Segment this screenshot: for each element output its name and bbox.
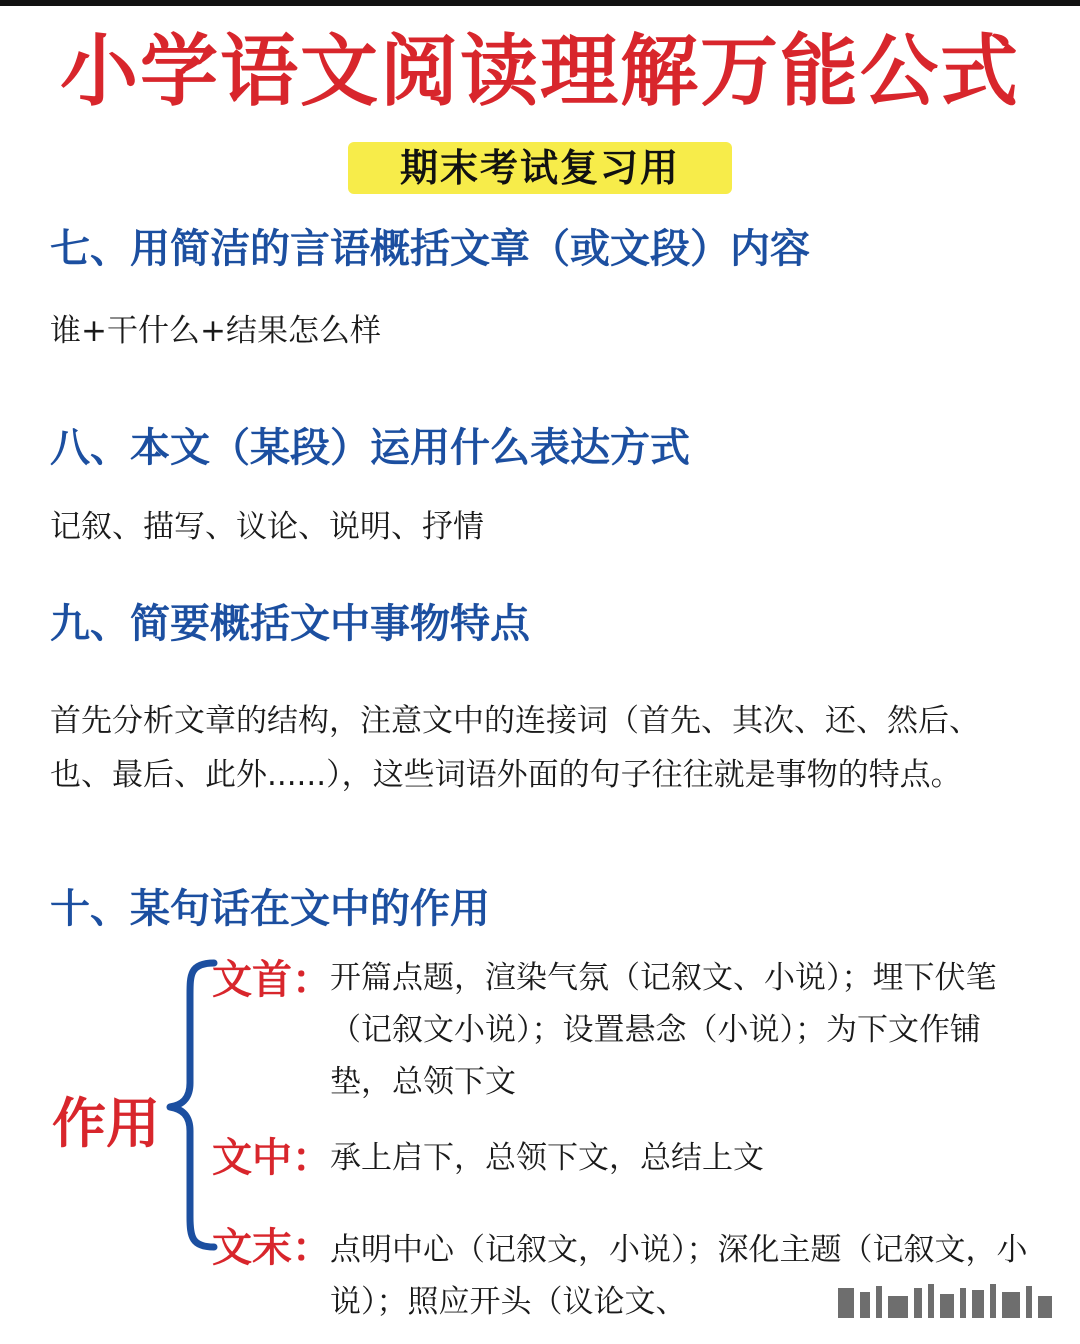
section-body-8: 记叙、描写、议论、说明、抒情: [50, 509, 484, 545]
function-row-text-middle: 承上启下，总领下文，总结上文: [330, 1140, 764, 1176]
section-body-9-line-2: 也、最后、此外......），这些词语外面的句子往往就是事物的特点。: [50, 757, 962, 793]
function-root-label: 作用: [52, 1091, 160, 1155]
function-row-text-end: 点明中心（记叙文，小说）；深化主题（记叙文，小说）；照应开头（议论文、: [330, 1232, 1028, 1320]
section-heading-9: 九、简要概括文中事物特点: [50, 600, 530, 647]
function-row-label-end: 文末：: [212, 1224, 332, 1271]
top-border: [0, 0, 1080, 6]
section-body-9-line-1: 首先分析文章的结构，注意文中的连接词（首先、其次、还、然后、: [50, 703, 980, 739]
function-row-label-middle: 文中：: [212, 1134, 332, 1181]
section-heading-8: 八、本文（某段）运用什么表达方式: [50, 424, 690, 471]
section-heading-7: 七、用简洁的言语概括文章（或文段）内容: [50, 225, 810, 272]
page-title: 小学语文阅读理解万能公式: [59, 26, 1020, 117]
watermark-icon: [832, 1278, 1060, 1328]
function-row-label-start: 文首：: [212, 956, 332, 1003]
function-row-text-start: 开篇点题，渲染气氛（记叙文、小说）；埋下伏笔（记叙文小说）；设置悬念（小说）；为下文作铺垫，总领下文: [330, 960, 997, 1100]
section-heading-10: 十、某句话在文中的作用: [50, 885, 490, 932]
subtitle-badge: 期末考试复习用: [348, 142, 732, 194]
section-body-7: 谁+干什么+结果怎么样: [50, 313, 381, 349]
curly-brace-icon: [160, 955, 220, 1255]
